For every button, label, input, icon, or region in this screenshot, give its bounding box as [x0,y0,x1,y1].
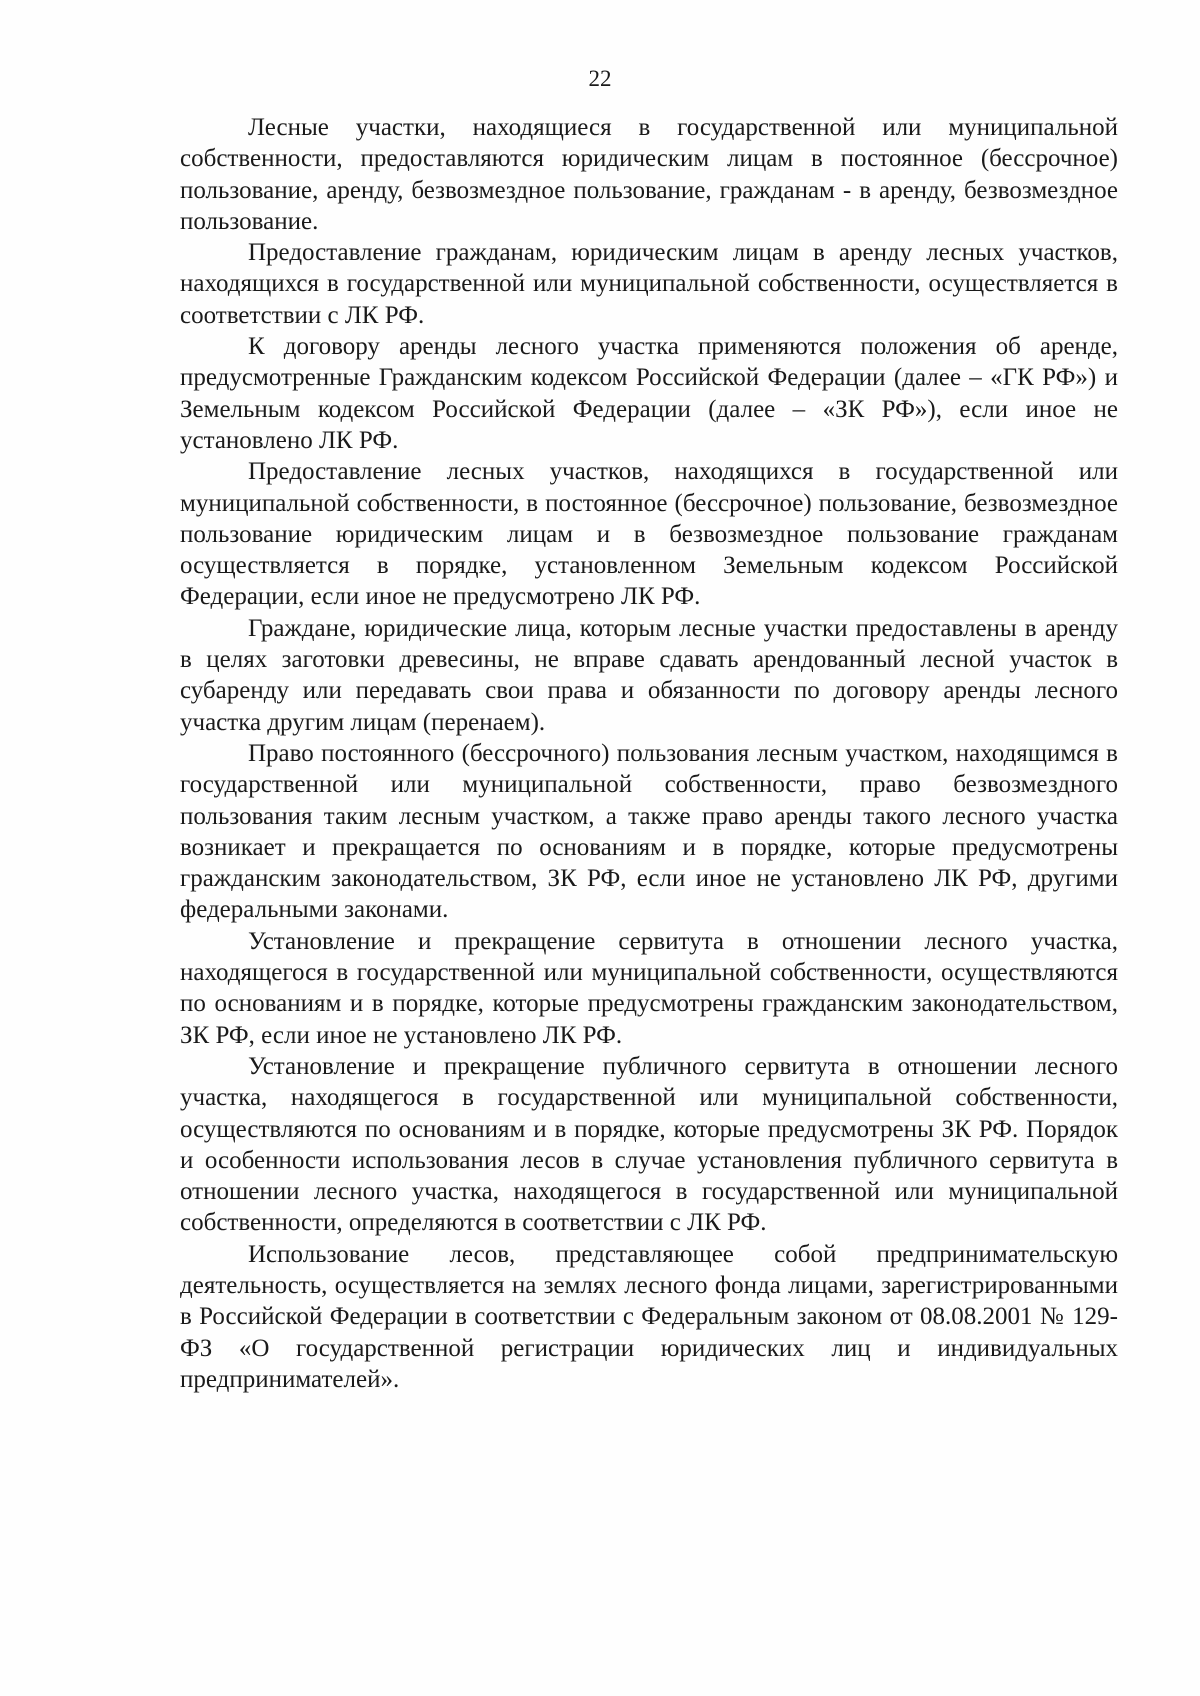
paragraph: Предоставление лесных участков, находящихся в государственной или муниципальной собственности, в постоянное (бессрочное) пользование, безвозмездное пользование юридическим лицам и в безвозмездное пользование гражданам осуществляется в порядке, установленном Земельным кодексом Российской Федерации, если иное не предусмотрено ЛК РФ. [180,458,1118,611]
page-number: 22 [588,66,612,91]
paragraph: Установление и прекращение публичного сервитута в отношении лесного участка, находящегося в государственной или муниципальной собственности, осуществляются по основаниям и в порядке, которые предусмотрены ЗК РФ. Порядок и особенности использования лесов в случае установления публичного сервитута в отношении лесного участка, находящегося в государственной или муниципальной собственности, определяются в соответствии с ЛК РФ. [180,1052,1118,1237]
paragraph: Граждане, юридические лица, которым лесные участки предоставлены в аренду в целях заготовки древесины, не вправе сдавать арендованный лесной участок в субаренду или передавать свои права и обязанности по договору аренды лесного участка другим лицам (перенаем). [180,614,1118,736]
paragraph: Право постоянного (бессрочного) пользования лесным участком, находящимся в государственной или муниципальной собственности, право безвозмездного пользования таким лесным участком, а также право аренды такого лесного участка возникает и прекращается по основаниям и в порядке, которые предусмотрены гражданским законодательством, ЗК РФ, если иное не установлено ЛК РФ, другими федеральными законами. [180,739,1118,924]
paragraph: К договору аренды лесного участка применяются положения об аренде, предусмотренные Гражданским кодексом Российской Федерации (далее – «ГК РФ») и Земельным кодексом Российской Федерации (далее – «ЗК РФ»), если иное не установлено ЛК РФ. [180,333,1118,454]
document-body [180,112,1118,1395]
paragraph: Использование лесов, представляющее собой предпринимательскую деятельность, осуществляется на землях лесного фонда лицами, зарегистрированными в Российской Федерации в соответствии с Федеральным законом от 08.08.2001 № 129-ФЗ «О государственной регистрации юридических лиц и индивидуальных предпринимателей». [180,1240,1118,1393]
paragraph: Установление и прекращение сервитута в отношении лесного участка, находящегося в государственной или муниципальной собственности, осуществляются по основаниям и в порядке, которые предусмотрены гражданским законодательством, ЗК РФ, если иное не установлено ЛК РФ. [180,927,1118,1049]
paragraph: Лесные участки, находящиеся в государственной или муниципальной собственности, предоставляются юридическим лицам в постоянное (бессрочное) пользование, аренду, безвозмездное пользование, гражданам - в аренду, безвозмездное пользование. [180,114,1118,235]
paragraph: Предоставление гражданам, юридическим лицам в аренду лесных участков, находящихся в государственной или муниципальной собственности, осуществляется в соответствии с ЛК РФ. [180,239,1118,329]
